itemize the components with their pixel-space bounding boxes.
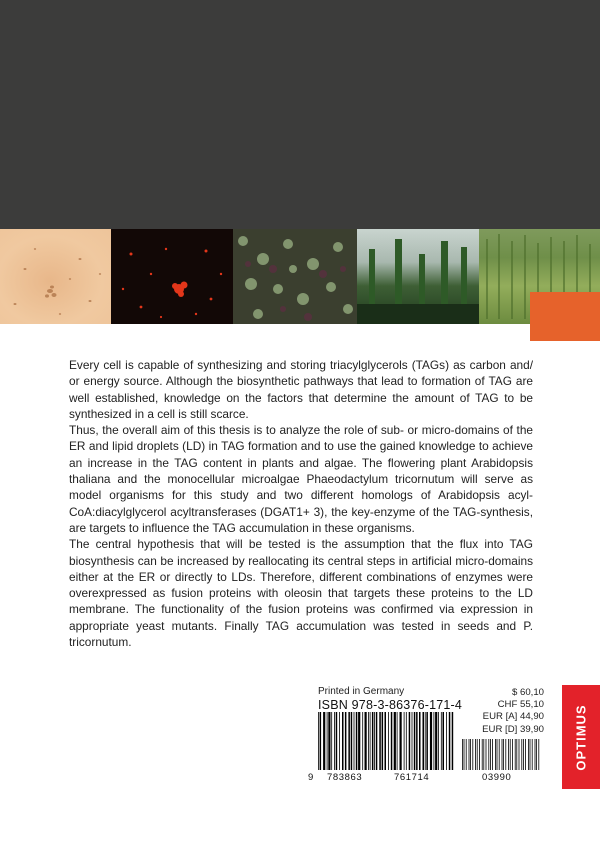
barcode-bar	[414, 712, 416, 770]
barcode-bar	[521, 739, 522, 770]
barcode-bar	[354, 712, 355, 770]
price-eur-a: EUR [A] 44,90	[482, 711, 544, 723]
barcode-bar	[345, 712, 347, 770]
barcode-bar	[391, 712, 393, 770]
barcode-bar	[348, 712, 350, 770]
barcode-bar	[382, 712, 384, 770]
barcode-right-digits: 761714	[394, 772, 430, 783]
printed-in-label: Printed in Germany	[318, 686, 405, 697]
barcode-bar	[532, 739, 533, 770]
barcode-bar	[525, 739, 526, 770]
barcode-bar	[334, 712, 335, 770]
barcode-bar	[351, 712, 353, 770]
barcode-bar	[452, 712, 454, 770]
barcode-bar	[530, 739, 531, 770]
barcode-bar	[535, 739, 536, 770]
barcode-bar	[372, 712, 374, 770]
barcode-bar	[490, 739, 491, 770]
barcode-bar	[328, 712, 330, 770]
barcode-bar	[430, 712, 432, 770]
publisher-name: OPTIMUS	[573, 703, 589, 771]
blurb-paragraph-1: Every cell is capable of synthesizing and storing triacylglycerols (TAGs) as carbon and/ or energy source. Although the biosynthetic pathways that lead to formation of TAG are well established, knowledge on the factors that determine the amount of TAG to be synthesized in a cell is still scarce.	[69, 358, 533, 421]
barcode-bar	[492, 739, 493, 770]
barcode-bar	[502, 739, 503, 770]
barcode-bar	[497, 739, 498, 770]
barcode-bar	[479, 739, 480, 770]
barcode-bar	[419, 712, 421, 770]
barcode-bar	[446, 712, 447, 770]
barcode-bar	[512, 739, 513, 770]
barcode-bar	[462, 739, 463, 770]
price-eur-d: EUR [D] 39,90	[482, 723, 544, 735]
barcode-bar	[449, 712, 451, 770]
isbn-number: ISBN 978-3-86376-171-4	[318, 698, 463, 712]
barcode-bar	[523, 739, 524, 770]
barcode-bar	[464, 739, 465, 770]
barcode-bar	[470, 739, 471, 770]
barcode-bar	[528, 739, 529, 770]
barcode-bar	[510, 739, 511, 770]
barcode-bar	[368, 712, 369, 770]
barcode-bar	[374, 712, 375, 770]
blurb-paragraph-2: Thus, the overall aim of this thesis is to analyze the role of sub- or micro-domains of the ER and lipid droplets (LD) in TAG formation and to use the gained knowledge to achieve an increase in the TAG content in plants and algae. The flowering plant Arabidopsis thaliana and the monocellular microalgae Phaeodactylum tricornutum will serve as model organisms for this study and two different homologs of Arabidopsis acyl-CoA:diacylglycerol acyltransferases (DGAT1+ 3), the key-enzyme of the TAG-synthesis, are targets to influence the TAG accumulation in these organisms.	[69, 423, 533, 535]
barcode-bar	[515, 739, 516, 770]
addon-barcode	[462, 739, 542, 770]
barcode-first-digit: 9	[308, 772, 314, 783]
barcode-bar	[397, 712, 398, 770]
barcode-bar	[365, 712, 367, 770]
barcode-bar	[404, 712, 405, 770]
barcode-bar	[370, 712, 371, 770]
barcode-bar	[412, 712, 413, 770]
barcode-bar	[482, 739, 483, 770]
orange-accent-tab	[530, 292, 600, 341]
barcode-bar	[475, 739, 476, 770]
barcode-bar	[400, 712, 402, 770]
barcode-bar	[406, 712, 407, 770]
barcode-bar	[435, 712, 437, 770]
barcode-bar	[331, 712, 332, 770]
barcode-bar	[385, 712, 387, 770]
barcode-bar	[323, 712, 325, 770]
barcode-bar	[466, 739, 467, 770]
barcode-bar	[423, 712, 425, 770]
barcode-bar	[519, 739, 520, 770]
photo-fluorescence	[111, 229, 233, 324]
barcode-bar	[362, 712, 363, 770]
barcode-bar	[342, 712, 344, 770]
photo-greenhouse	[357, 229, 479, 324]
photo-algae-plate	[233, 229, 357, 324]
ean-barcode	[318, 712, 456, 770]
barcode-left-digits: 783863	[327, 772, 363, 783]
barcode-bar	[505, 739, 506, 770]
barcode-bar	[477, 739, 478, 770]
barcode-bar	[339, 712, 340, 770]
blurb-paragraph-3: The central hypothesis that will be tested is the assumption that the flux into TAG biosynthesis can be increased by reallocating its central steps in artificial micro-domains either at the ER or directly to LDs. Therefore, different combinations of enzymes were overexpressed as fusion proteins with oleosin that targets these proteins to the LD membrane. The functionality of the fusion proteins was confirmed via expression in appropriate yeast mutants. Finally TAG accumulation was tested in seeds and P. tricornutum.	[69, 537, 533, 650]
barcode-bar	[434, 712, 435, 770]
barcode-bar	[469, 739, 470, 770]
barcode-bar	[438, 712, 439, 770]
barcode-bar	[318, 712, 319, 770]
barcode-bar	[503, 739, 504, 770]
barcode-bar	[483, 739, 484, 770]
photo-microscopy-cells	[0, 229, 111, 324]
barcode-addon-digits: 03990	[482, 772, 512, 783]
price-usd: $ 60,10	[511, 687, 544, 698]
barcode-bar	[356, 712, 358, 770]
barcode-bar	[488, 739, 489, 770]
barcode-bar	[472, 739, 473, 770]
barcode-bar	[327, 712, 328, 770]
barcode-bar	[376, 712, 378, 770]
barcode-bar	[394, 712, 396, 770]
barcode-bar	[538, 739, 539, 770]
barcode-bar	[409, 712, 411, 770]
barcode-bar	[486, 739, 487, 770]
barcode-bar	[536, 739, 537, 770]
barcode-bar	[416, 712, 418, 770]
price-list	[458, 687, 544, 736]
barcode-bar	[358, 712, 360, 770]
publisher-logo	[562, 685, 600, 789]
price-chf: CHF 55,10	[497, 699, 544, 711]
barcode-bar	[425, 712, 426, 770]
barcode-bar	[443, 712, 445, 770]
barcode-bar	[379, 712, 381, 770]
barcode-bar	[336, 712, 338, 770]
barcode-bar	[495, 739, 496, 770]
barcode-bar	[426, 712, 428, 770]
barcode-bar	[388, 712, 389, 770]
top-dark-band	[0, 0, 600, 229]
barcode-bar	[441, 712, 442, 770]
barcode-bar	[320, 712, 322, 770]
barcode-bar	[508, 739, 509, 770]
barcode-bar	[499, 739, 500, 770]
photo-strip	[0, 229, 600, 324]
back-cover-blurb	[69, 357, 533, 650]
barcode-bar	[516, 739, 517, 770]
